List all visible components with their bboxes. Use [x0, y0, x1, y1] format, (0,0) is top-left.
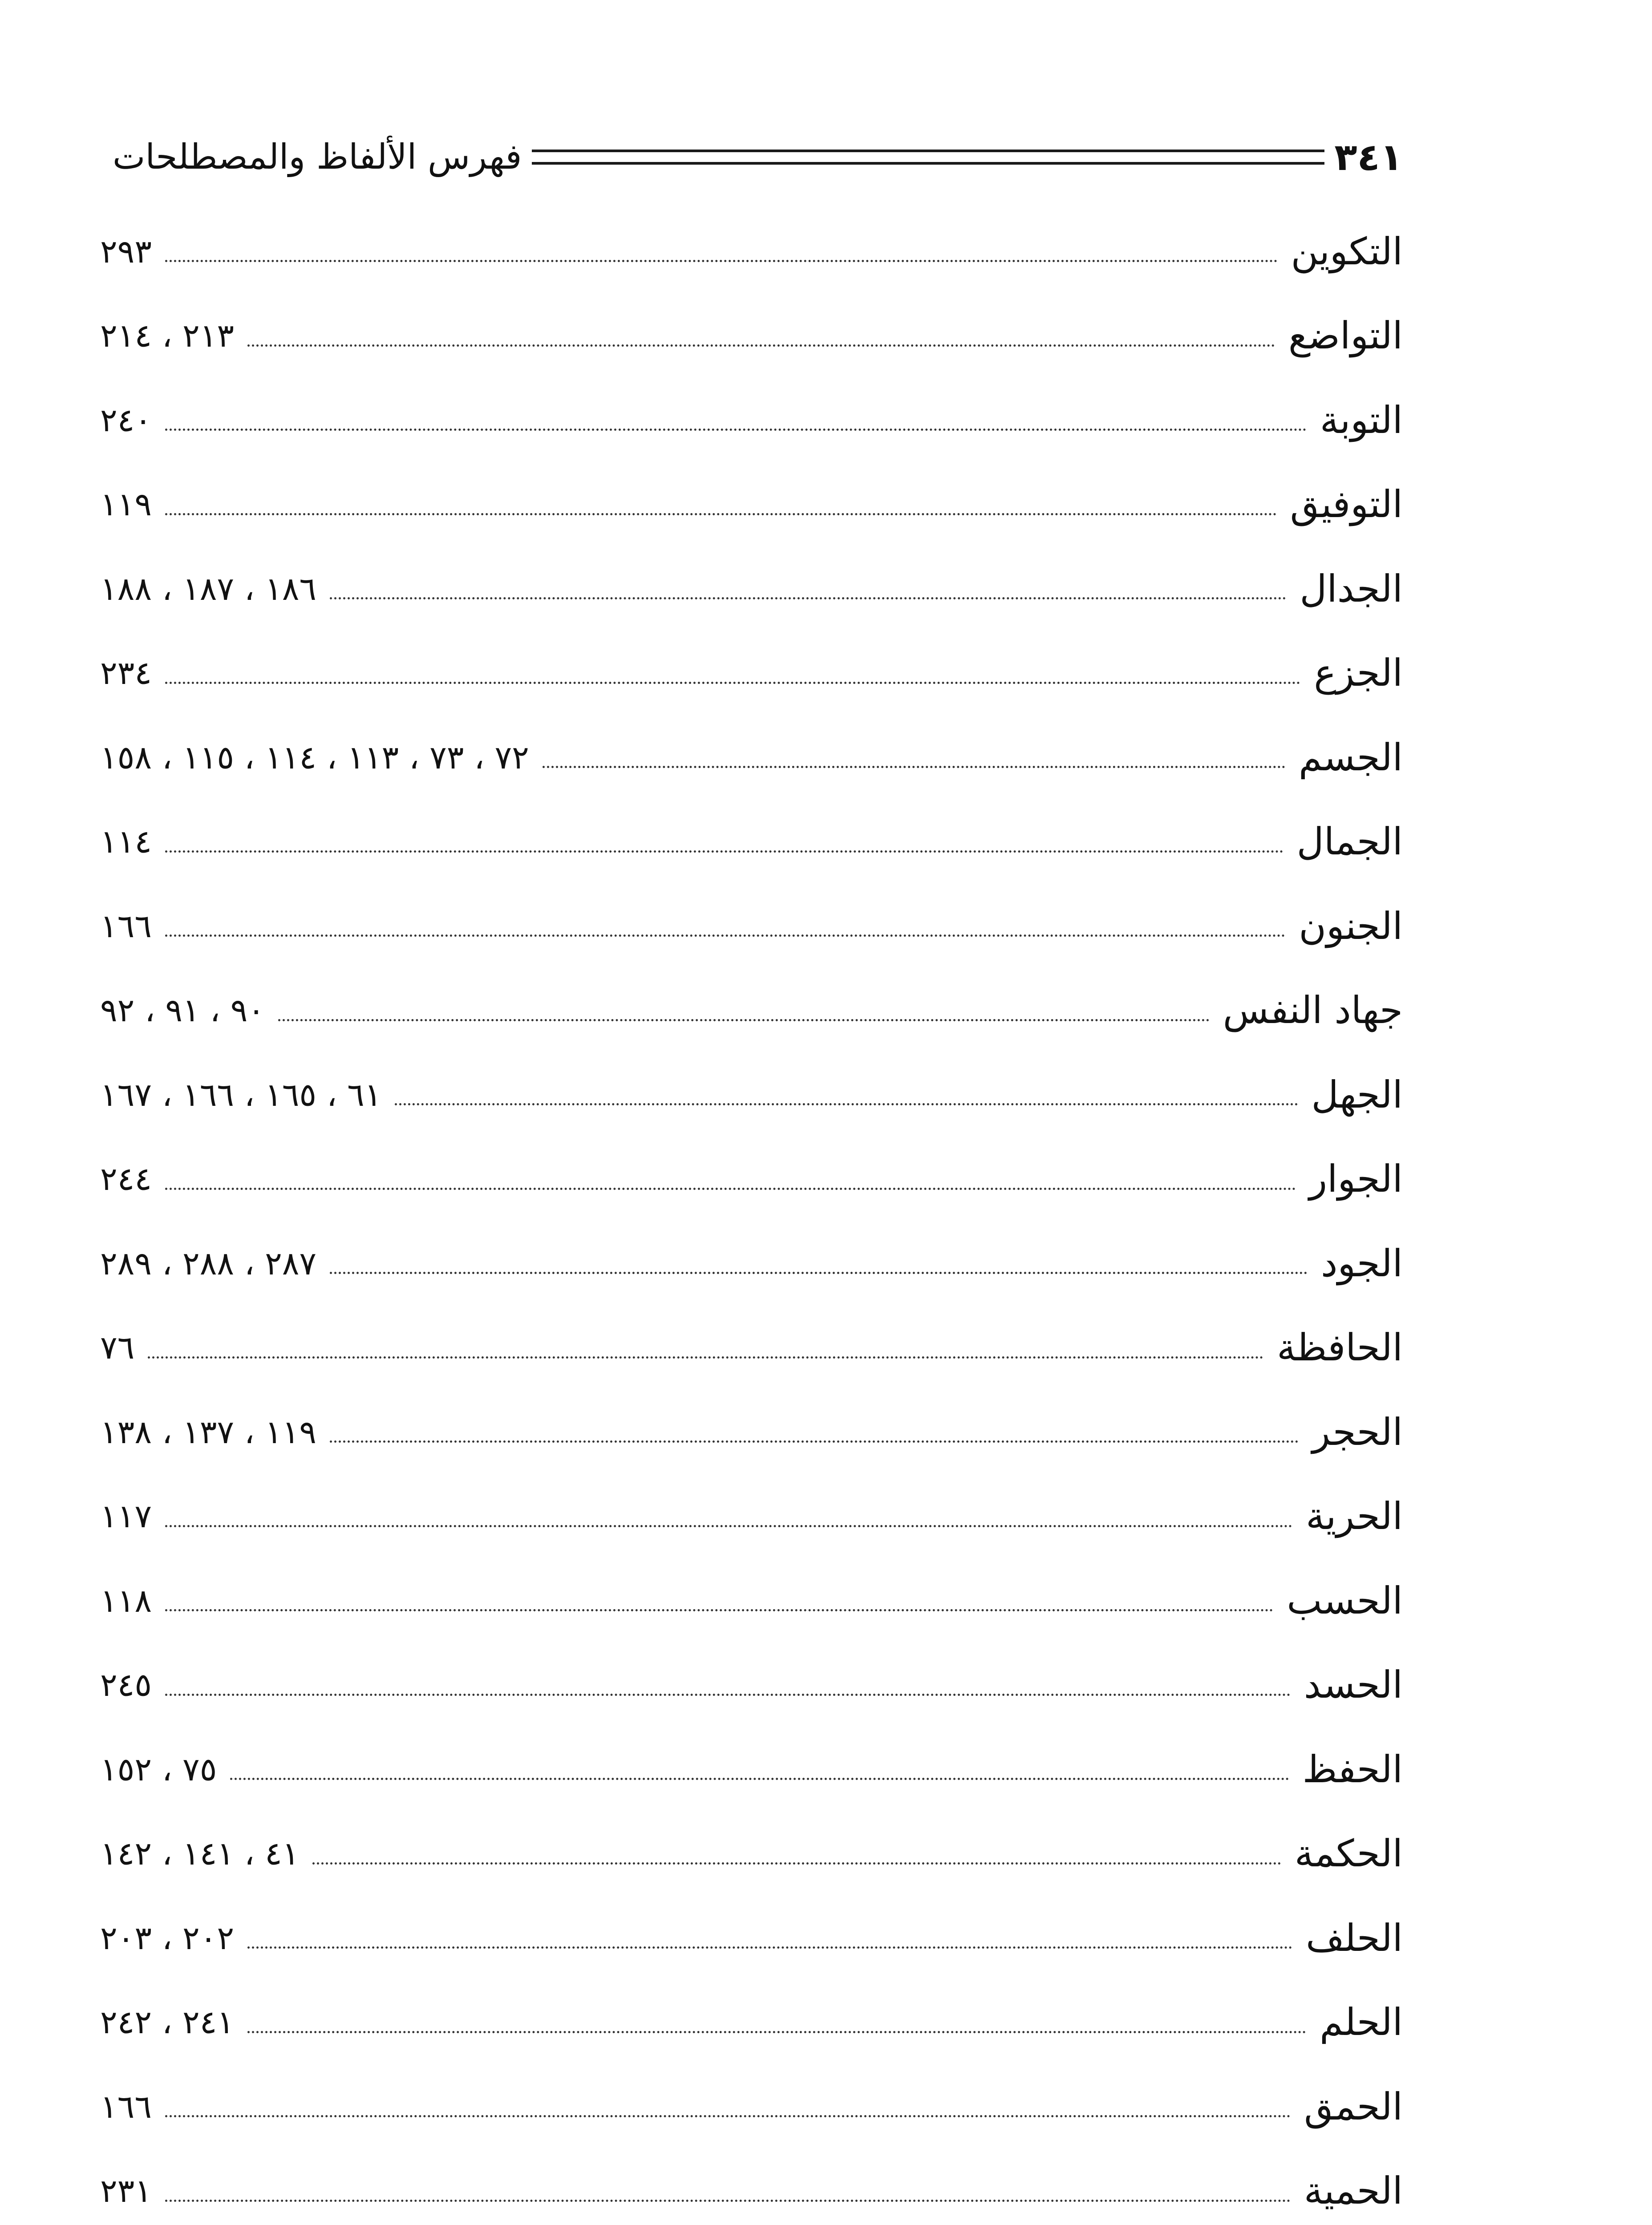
entry-term: الجسم — [1299, 735, 1403, 779]
dot-leader — [165, 682, 1300, 684]
index-entry — [100, 1558, 1403, 1643]
dot-leader — [330, 597, 1286, 599]
index-entry — [100, 1474, 1403, 1559]
index-entries — [100, 209, 1403, 2225]
entry-pages: ١١٧ — [100, 1497, 152, 1535]
entry-pages: ٤١ ، ١٤١ ، ١٤٢ — [100, 1835, 300, 1873]
header-double-rule — [532, 150, 1325, 165]
entry-term: الحلف — [1306, 1916, 1403, 1960]
dot-leader — [165, 934, 1285, 937]
dot-leader — [165, 1609, 1273, 1611]
entry-pages: ١١٩ — [100, 485, 152, 523]
entry-pages: ١١٤ — [100, 823, 152, 861]
index-entry — [100, 715, 1403, 800]
index-entry — [100, 209, 1403, 294]
dot-leader — [230, 1778, 1289, 1780]
dot-leader — [165, 1525, 1292, 1527]
entry-pages: ٩٠ ، ٩١ ، ٩٢ — [100, 991, 265, 1029]
dot-leader — [165, 850, 1284, 853]
dot-leader — [330, 1440, 1299, 1443]
index-entry — [100, 1980, 1403, 2065]
entry-term: جهاد النفس — [1223, 988, 1403, 1032]
index-entry — [100, 1221, 1403, 1306]
dot-leader — [330, 1272, 1308, 1274]
entry-term: الحمية — [1304, 2169, 1403, 2213]
entry-term: الجمال — [1296, 820, 1403, 864]
index-entry — [100, 1896, 1403, 1980]
dot-leader — [165, 2200, 1291, 2202]
entry-pages: ١٦٦ — [100, 2087, 152, 2125]
entry-pages: ١١٩ ، ١٣٧ ، ١٣٨ — [100, 1413, 317, 1451]
entry-pages: ٦١ ، ١٦٥ ، ١٦٦ ، ١٦٧ — [100, 1076, 382, 1113]
entry-pages: ٢٤٠ — [100, 401, 152, 439]
entry-term: التكوين — [1291, 229, 1403, 273]
dot-leader — [247, 1946, 1292, 1949]
index-entry — [100, 1727, 1403, 1812]
index-entry — [100, 2149, 1403, 2225]
entry-term: الحلم — [1320, 2000, 1403, 2044]
entry-term: الحفظ — [1302, 1747, 1403, 1791]
index-entry — [100, 1052, 1403, 1137]
index-entry — [100, 800, 1403, 884]
entry-term: الجنون — [1299, 904, 1403, 948]
header-title: فهرس الألفاظ والمصطلحات — [113, 137, 522, 177]
entry-pages: ٧٦ — [100, 1329, 135, 1367]
entry-term: الجوار — [1309, 1157, 1403, 1201]
dot-leader — [165, 513, 1277, 515]
dot-leader — [165, 260, 1278, 262]
entry-term: التوبة — [1320, 398, 1403, 442]
entry-pages: ٢٣٤ — [100, 654, 152, 692]
dot-leader — [247, 344, 1275, 347]
entry-pages: ٢٩٣ — [100, 232, 152, 270]
entry-pages: ٢١٣ ، ٢١٤ — [100, 317, 235, 355]
entry-term: الحسد — [1304, 1663, 1403, 1707]
dot-leader — [543, 766, 1285, 768]
index-entry — [100, 631, 1403, 716]
entry-pages: ٧٥ ، ١٥٢ — [100, 1750, 217, 1788]
entry-term: الجزع — [1314, 651, 1403, 695]
dot-leader — [312, 1862, 1281, 1865]
entry-term: الجود — [1321, 1241, 1403, 1285]
entry-pages: ٢٨٧ ، ٢٨٨ ، ٢٨٩ — [100, 1244, 317, 1282]
index-entry — [100, 462, 1403, 547]
entry-pages: ١٨٦ ، ١٨٧ ، ١٨٨ — [100, 570, 317, 607]
entry-pages: ٢٠٢ ، ٢٠٣ — [100, 1919, 235, 1957]
index-entry — [100, 546, 1403, 631]
index-entry — [100, 1306, 1403, 1390]
entry-pages: ٢٤٥ — [100, 1666, 152, 1704]
entry-term: الحسب — [1287, 1578, 1403, 1622]
dot-leader — [165, 1694, 1291, 1696]
dot-leader — [148, 1356, 1263, 1359]
index-entry — [100, 1812, 1403, 1896]
entry-term: الحجر — [1312, 1410, 1403, 1454]
entry-pages: ١٦٦ — [100, 907, 152, 945]
entry-term: الحمق — [1304, 2084, 1403, 2128]
index-entry — [100, 968, 1403, 1053]
index-entry — [100, 2064, 1403, 2149]
entry-pages: ٢٣١ — [100, 2172, 152, 2210]
entry-pages: ٧٢ ، ٧٣ ، ١١٣ ، ١١٤ ، ١١٥ ، ١٥٨ — [100, 738, 529, 776]
index-entry — [100, 378, 1403, 462]
dot-leader — [165, 2115, 1291, 2117]
entry-term: الحكمة — [1294, 1832, 1403, 1876]
page-number: ٣٤١ — [1334, 135, 1403, 179]
entry-pages: ٢٤٤ — [100, 1160, 152, 1198]
index-entry — [100, 884, 1403, 968]
dot-leader — [165, 429, 1307, 431]
dot-leader — [278, 1019, 1210, 1021]
page-header — [100, 119, 1403, 195]
entry-term: الحافظة — [1277, 1326, 1403, 1370]
entry-term: الحرية — [1306, 1494, 1403, 1538]
entry-term: التوفيق — [1290, 482, 1403, 526]
entry-term: التواضع — [1288, 314, 1403, 358]
entry-term: الجهل — [1311, 1072, 1403, 1117]
entry-pages: ٢٤١ ، ٢٤٢ — [100, 2003, 235, 2041]
index-entry — [100, 1390, 1403, 1474]
index-entry — [100, 1643, 1403, 1727]
index-entry — [100, 294, 1403, 378]
entry-pages: ١١٨ — [100, 1582, 152, 1619]
dot-leader — [395, 1103, 1298, 1105]
dot-leader — [165, 1188, 1296, 1190]
index-entry — [100, 1137, 1403, 1222]
dot-leader — [247, 2031, 1306, 2033]
entry-term: الجدال — [1300, 566, 1403, 611]
